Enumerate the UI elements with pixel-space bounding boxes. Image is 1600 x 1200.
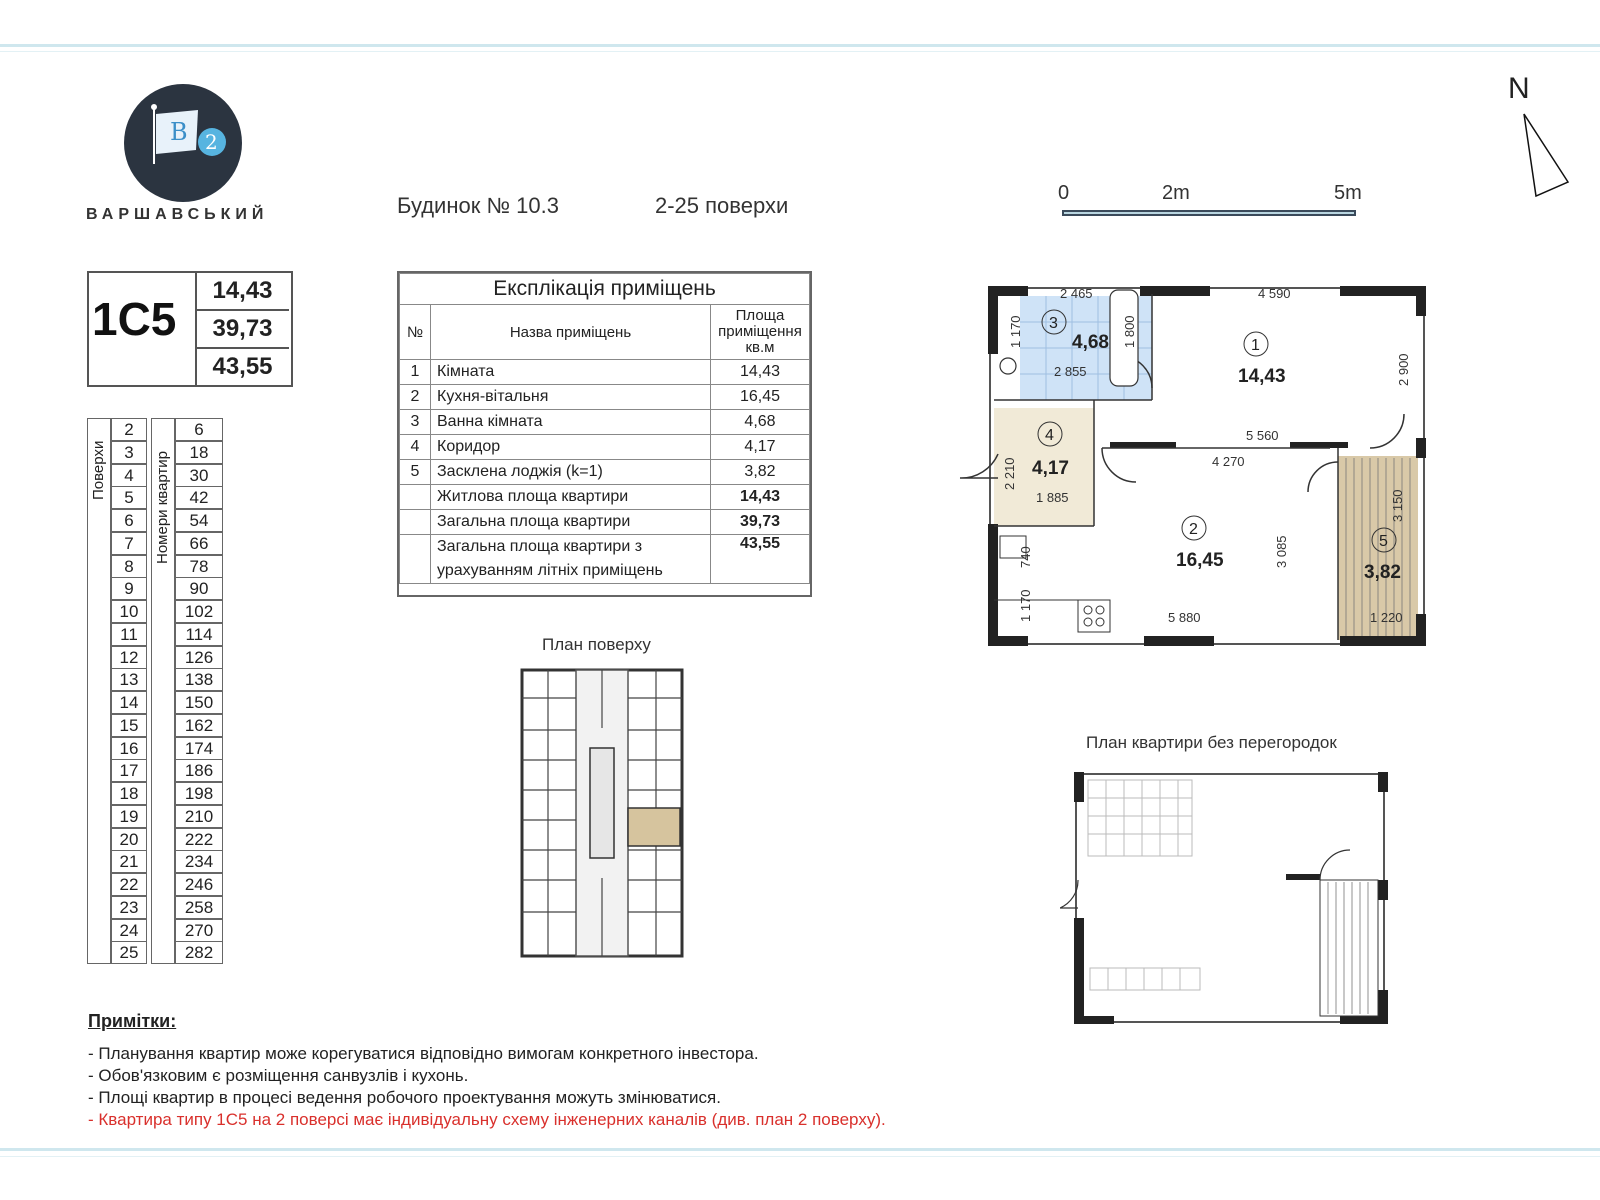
apartments-label: Номери квартир (154, 450, 171, 564)
room-num: 1 (400, 360, 431, 385)
floor-cell: 8 (111, 555, 147, 578)
col-name-header: Назва приміщень (431, 305, 711, 360)
unit-area-summer: 43,55 (212, 353, 273, 380)
room-area: 14,43 (711, 360, 810, 385)
unit-area-living: 14,43 (212, 277, 273, 304)
logo-number: 2 (205, 130, 218, 154)
floor-cell: 21 (111, 850, 147, 873)
room-2-num: 2 (1189, 521, 1198, 538)
apartment-number-cell: 198 (175, 782, 223, 805)
dim-label: 4 590 (1258, 286, 1291, 301)
dim-label: 5 880 (1168, 610, 1201, 625)
floorplan-mini (520, 668, 684, 958)
room-name: Кухня-вітальня (431, 385, 711, 410)
room-area: 4,68 (711, 410, 810, 435)
explication-table (397, 271, 812, 597)
apartment-number-cell: 30 (175, 464, 223, 487)
unit-code: 1C5 (92, 293, 177, 345)
floor-cell: 3 (111, 441, 147, 464)
apartment-number-cell: 18 (175, 441, 223, 464)
apartment-number-cell: 174 (175, 737, 223, 760)
floor-cell: 14 (111, 691, 147, 714)
floor-cell: 15 (111, 714, 147, 737)
floor-cell: 20 (111, 828, 147, 851)
total-area: 43,55 (711, 535, 810, 584)
dim-label: 3 150 (1390, 489, 1405, 522)
dim-label: 1 220 (1370, 610, 1403, 625)
apartment-number-cell: 6 (175, 418, 223, 441)
dim-label: 1 800 (1122, 315, 1137, 348)
floor-cell: 2 (111, 418, 147, 441)
apartment-number-cell: 126 (175, 646, 223, 669)
floors-range: 2-25 поверхи (655, 193, 789, 218)
floor-cell: 22 (111, 873, 147, 896)
room-area: 4,17 (711, 435, 810, 460)
floor-cell: 6 (111, 509, 147, 532)
floor-cell: 11 (111, 623, 147, 646)
note-item: - Обов'язковим є розміщення санвузлів і кухонь. (88, 1066, 469, 1085)
room-1-num: 1 (1251, 337, 1260, 354)
unit-area-total: 39,73 (212, 315, 273, 342)
table-row (400, 410, 810, 435)
room-num: 4 (400, 435, 431, 460)
room-4-num: 4 (1045, 427, 1054, 444)
floors-table (87, 418, 223, 964)
dim-label: 4 270 (1212, 454, 1245, 469)
floors-label: Поверхи (90, 440, 107, 500)
apartment-number-cell: 258 (175, 896, 223, 919)
apartment-number-cell: 150 (175, 691, 223, 714)
note-item: - Планування квартир може корегуватися відповідно вимогам конкретного інвестора. (88, 1044, 759, 1063)
room-5-area: 3,82 (1364, 562, 1401, 583)
building-title: Будинок № 10.3 (397, 193, 560, 218)
total-area: 14,43 (711, 485, 810, 510)
total-row (400, 535, 810, 584)
top-frame-line-thin (0, 51, 1600, 52)
apartment-number-cell: 78 (175, 555, 223, 578)
apartment-number-cell: 270 (175, 919, 223, 942)
apartment-number-cell: 42 (175, 486, 223, 509)
apartment-number-cell: 222 (175, 828, 223, 851)
dim-label: 2 855 (1054, 364, 1087, 379)
logo-letter: B (170, 118, 188, 146)
apartment-number-cell: 102 (175, 600, 223, 623)
room-name: Засклена лоджія (k=1) (431, 460, 711, 485)
dim-label: 2 465 (1060, 286, 1093, 301)
room-name: Коридор (431, 435, 711, 460)
room-area: 3,82 (711, 460, 810, 485)
floorplan-title: План поверху (542, 635, 651, 654)
north-arrow-icon (1522, 112, 1570, 200)
table-row (400, 360, 810, 385)
scale-label-2m: 2m (1162, 182, 1190, 204)
dim-label: 2 900 (1396, 353, 1411, 386)
bottom-frame-line (0, 1148, 1600, 1151)
apartment-number-cell: 54 (175, 509, 223, 532)
floor-cell: 23 (111, 896, 147, 919)
dim-label: 1 885 (1036, 490, 1069, 505)
total-area: 39,73 (711, 510, 810, 535)
no-partitions-title: План квартири без перегородок (1086, 733, 1337, 752)
note-warning: - Квартира типу 1С5 на 2 поверсі має індивідуальну схему інженерних каналів (див. план 2 поверху). (88, 1110, 886, 1129)
scale-label-0: 0 (1058, 182, 1070, 204)
col-area-header: Площа приміщення кв.м (711, 305, 810, 360)
apartment-number-cell: 282 (175, 941, 223, 964)
scale-bar-inner (1064, 212, 1354, 214)
notes-title: Примітки: (88, 1011, 177, 1031)
apartment-number-cell: 114 (175, 623, 223, 646)
apartment-plan-no-partitions (1060, 768, 1390, 1028)
unit-divider (195, 271, 197, 385)
floor-cell: 18 (111, 782, 147, 805)
total-row (400, 510, 810, 535)
room-4-area: 4,17 (1032, 458, 1069, 479)
floor-cell: 9 (111, 577, 147, 600)
top-frame-line (0, 44, 1600, 47)
apartment-number-cell: 246 (175, 873, 223, 896)
col-num-header: № (400, 305, 431, 360)
floor-cell: 10 (111, 600, 147, 623)
dim-label: 2 210 (1002, 457, 1017, 490)
room-num: 2 (400, 385, 431, 410)
apartment-number-cell: 210 (175, 805, 223, 828)
floor-cell: 12 (111, 646, 147, 669)
floor-cell: 17 (111, 759, 147, 782)
room-3-area: 4,68 (1072, 332, 1109, 353)
floor-cell: 16 (111, 737, 147, 760)
room-num: 5 (400, 460, 431, 485)
floor-cell: 4 (111, 464, 147, 487)
floor-cell: 25 (111, 941, 147, 964)
room-num: 3 (400, 410, 431, 435)
total-name: Житлова площа квартири (431, 485, 711, 510)
floor-cell: 19 (111, 805, 147, 828)
floor-cell: 5 (111, 486, 147, 509)
explication-title: Експлікація приміщень (400, 274, 810, 305)
dim-label: 740 (1018, 546, 1033, 568)
floor-cell: 24 (111, 919, 147, 942)
room-5-num: 5 (1379, 533, 1388, 550)
total-name: Загальна площа квартири з урахуванням літніх приміщень (431, 535, 711, 584)
room-2-area: 16,45 (1176, 550, 1224, 571)
brand-name: ВАРШАВСЬКИЙ (86, 206, 269, 223)
apartment-plan (950, 268, 1450, 656)
apartment-number-cell: 90 (175, 577, 223, 600)
total-row (400, 485, 810, 510)
scale-label-5m: 5m (1334, 182, 1362, 204)
room-1-area: 14,43 (1238, 366, 1286, 387)
table-row (400, 460, 810, 485)
table-row (400, 385, 810, 410)
dim-label: 5 560 (1246, 428, 1279, 443)
room-3-num: 3 (1049, 315, 1058, 332)
north-label: N (1508, 72, 1530, 105)
apartment-number-cell: 234 (175, 850, 223, 873)
apartment-number-cell: 162 (175, 714, 223, 737)
apartment-number-cell: 138 (175, 668, 223, 691)
floor-cell: 7 (111, 532, 147, 555)
room-area: 16,45 (711, 385, 810, 410)
bottom-frame-line-thin (0, 1156, 1600, 1157)
floor-cell: 13 (111, 668, 147, 691)
dim-label: 1 170 (1008, 315, 1023, 348)
apartment-number-cell: 66 (175, 532, 223, 555)
room-name: Кімната (431, 360, 711, 385)
dim-label: 3 085 (1274, 535, 1289, 568)
note-item: - Площі квартир в процесі ведення робочого проектування можуть змінюватися. (88, 1088, 721, 1107)
table-row (400, 435, 810, 460)
logo-flag-icon (150, 104, 230, 166)
total-name: Загальна площа квартири (431, 510, 711, 535)
dim-label: 1 170 (1018, 589, 1033, 622)
apartment-number-cell: 186 (175, 759, 223, 782)
room-name: Ванна кімната (431, 410, 711, 435)
